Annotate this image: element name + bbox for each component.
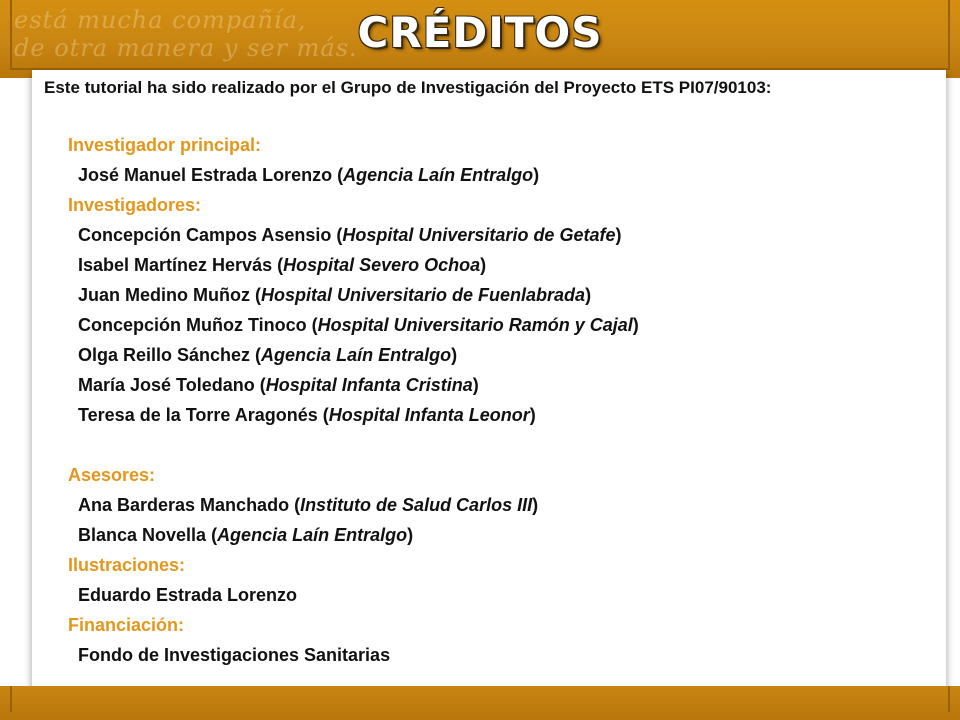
- institution: Hospital Severo Ochoa: [283, 255, 481, 275]
- person-name: Eduardo Estrada Lorenzo: [78, 585, 298, 605]
- credit-entry: José Manuel Estrada Lorenzo (Agencia Laín Entralgo): [78, 165, 540, 185]
- section-label-asesores: Asesores:: [68, 465, 156, 485]
- credit-entry: Teresa de la Torre Aragonés (Hospital Infanta Leonor): [78, 405, 536, 425]
- credit-entry: Concepción Muñoz Tinoco (Hospital Universitario Ramón y Cajal): [78, 315, 639, 335]
- person-name: Teresa de la Torre Aragonés: [78, 405, 318, 425]
- credits-content: [44, 76, 934, 665]
- credit-entry: María José Toledano (Hospital Infanta Cristina): [78, 375, 479, 395]
- credit-entry: [78, 583, 297, 607]
- credit-entry: [78, 643, 390, 667]
- institution: Agencia Laín Entralgo: [217, 525, 408, 545]
- person-name: Blanca Novella: [78, 525, 207, 545]
- footer-band: [0, 686, 960, 720]
- person-name: Concepción Muñoz Tinoco: [78, 315, 307, 335]
- credit-entry: Concepción Campos Asensio (Hospital Universitario de Getafe): [78, 225, 622, 245]
- section-label-principal: Investigador principal:: [68, 135, 262, 155]
- header-band: [0, 0, 960, 78]
- credit-entry: Isabel Martínez Hervás (Hospital Severo Ochoa): [78, 255, 487, 275]
- credit-entry: Juan Medino Muñoz (Hospital Universitario de Fuenlabrada): [78, 285, 592, 305]
- funding-source: Fondo de Investigaciones Sanitarias: [78, 645, 391, 665]
- section-label-investigadores: Investigadores:: [68, 195, 202, 215]
- section-label-financiacion: Financiación:: [68, 615, 185, 635]
- institution: Hospital Infanta Cristina: [265, 375, 473, 395]
- header-script-watermark: está mucha compañía, de otra manera y ser más.: [14, 6, 358, 62]
- person-name: Ana Barderas Manchado: [78, 495, 290, 515]
- institution: Hospital Universitario Ramón y Cajal: [317, 315, 633, 335]
- institution: Agencia Laín Entralgo: [261, 345, 452, 365]
- institution: Hospital Infanta Leonor: [328, 405, 530, 425]
- person-name: Concepción Campos Asensio: [78, 225, 332, 245]
- footer-frame: [10, 686, 950, 712]
- institution: Hospital Universitario de Getafe: [342, 225, 616, 245]
- page-title: CRÉDITOS: [357, 8, 603, 57]
- institution: Instituto de Salud Carlos III: [300, 495, 533, 515]
- person-name: José Manuel Estrada Lorenzo: [78, 165, 333, 185]
- person-name: Juan Medino Muñoz: [78, 285, 250, 305]
- credit-entry: Blanca Novella (Agencia Laín Entralgo): [78, 525, 414, 545]
- section-label-ilustraciones: Ilustraciones:: [68, 555, 186, 575]
- person-name: María José Toledano: [78, 375, 255, 395]
- intro-text: Este tutorial ha sido realizado por el Grupo de Investigación del Proyecto ETS PI07/90103:: [44, 78, 772, 97]
- credit-entry: Olga Reillo Sánchez (Agencia Laín Entralgo): [78, 345, 458, 365]
- institution: Agencia Laín Entralgo: [343, 165, 534, 185]
- credit-entry: Ana Barderas Manchado (Instituto de Salud Carlos III): [78, 495, 539, 515]
- person-name: Olga Reillo Sánchez: [78, 345, 251, 365]
- institution: Hospital Universitario de Fuenlabrada: [260, 285, 586, 305]
- person-name: Isabel Martínez Hervás: [78, 255, 273, 275]
